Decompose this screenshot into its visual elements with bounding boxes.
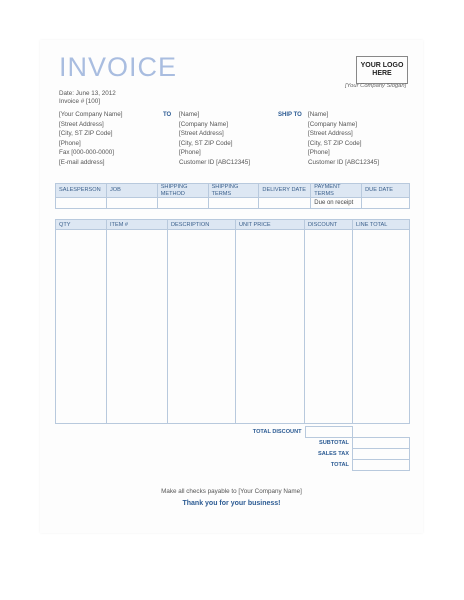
items-qty-cell[interactable] (56, 230, 107, 424)
to-customer-id: Customer ID [ABC12345] (179, 158, 251, 166)
totals-table (243, 426, 410, 471)
logo-line-2: HERE (372, 70, 392, 77)
subtotal-row (243, 438, 410, 449)
meta-value-payment-terms[interactable]: Due on receipt (311, 198, 362, 209)
items-header-row (56, 220, 410, 230)
meta-value-delivery-date[interactable] (259, 198, 311, 209)
logo-placeholder (356, 56, 408, 84)
payable-note: Make all checks payable to [Your Company Name] (161, 488, 302, 495)
invoice-date: Date: June 13, 2012 (59, 90, 116, 97)
items-header-unit-price: UNIT PRICE (236, 220, 305, 230)
meta-header-payment-terms: PAYMENT TERMS (311, 184, 362, 198)
company-street: [Street Address] (59, 120, 104, 128)
to-name: [Name] (179, 111, 200, 118)
invoice-page (40, 40, 423, 533)
meta-value-row (56, 198, 410, 209)
to-phone: [Phone] (179, 149, 201, 156)
items-item-number-cell[interactable] (107, 230, 168, 424)
company-phone: [Phone] (59, 139, 81, 147)
meta-header-salesperson: SALESPERSON (56, 184, 107, 198)
ship-to-block (308, 110, 379, 167)
invoice-number: Invoice # [100] (59, 98, 100, 105)
sales-tax-value[interactable] (352, 449, 409, 460)
sales-tax-row (243, 449, 410, 460)
to-company: [Company Name] (179, 120, 228, 128)
items-description-cell[interactable] (168, 230, 236, 424)
meta-value-shipping-method[interactable] (157, 198, 208, 209)
meta-header-due-date: DUE DATE (362, 184, 410, 198)
invoice-title: INVOICE (59, 52, 178, 82)
meta-header-job: JOB (106, 184, 157, 198)
shipto-phone: [Phone] (308, 149, 330, 156)
to-label: TO (163, 112, 172, 118)
shipto-city: [City, ST ZIP Code] (308, 139, 362, 147)
meta-value-job[interactable] (106, 198, 157, 209)
company-fax: Fax [000-000-0000] (59, 149, 114, 156)
to-street: [Street Address] (179, 130, 224, 137)
total-value[interactable] (352, 460, 409, 471)
meta-header-shipping-method: SHIPPING METHOD (157, 184, 208, 198)
shipto-customer-id: Customer ID [ABC12345] (308, 158, 380, 166)
shipto-street: [Street Address] (308, 130, 353, 137)
meta-value-due-date[interactable] (362, 198, 410, 209)
shipto-name: [Name] (308, 111, 329, 118)
company-block (59, 110, 122, 167)
company-email: [E-mail address] (59, 158, 105, 166)
meta-header-row (56, 184, 410, 198)
company-slogan: [Your Company Slogan] (345, 83, 407, 89)
ship-to-label: SHIP TO (278, 112, 302, 118)
order-meta-table (55, 183, 410, 209)
meta-header-delivery-date: DELIVERY DATE (259, 184, 311, 198)
items-header-qty: QTY (56, 220, 107, 230)
subtotal-value[interactable] (352, 438, 409, 449)
to-city: [City, ST ZIP Code] (179, 139, 233, 147)
items-header-item-number: ITEM # (107, 220, 168, 230)
items-body-row (56, 230, 410, 424)
to-block (179, 110, 250, 167)
items-header-line-total: LINE TOTAL (353, 220, 410, 230)
meta-value-shipping-terms[interactable] (208, 198, 259, 209)
meta-value-salesperson[interactable] (56, 198, 107, 209)
total-row (243, 460, 410, 471)
meta-header-shipping-terms: SHIPPING TERMS (208, 184, 259, 198)
company-city: [City, ST ZIP Code] (59, 130, 113, 137)
items-header-description: DESCRIPTION (168, 220, 236, 230)
company-name: [Your Company Name] (59, 111, 123, 118)
items-discount-cell[interactable] (305, 230, 353, 424)
items-line-total-cell[interactable] (353, 230, 410, 424)
sales-tax-label: SALES TAX (317, 451, 349, 457)
thank-you-note: Thank you for your business! (182, 500, 281, 507)
items-header-discount: DISCOUNT (305, 220, 353, 230)
subtotal-label: SUBTOTAL (319, 440, 349, 447)
items-unit-price-cell[interactable] (236, 230, 305, 424)
total-label: TOTAL (330, 462, 349, 468)
shipto-company: [Company Name] (308, 120, 357, 128)
total-discount-label: TOTAL DISCOUNT (252, 429, 302, 435)
line-items-table (55, 219, 410, 424)
logo-line-1: YOUR LOGO (360, 62, 404, 69)
total-discount-value[interactable] (305, 427, 352, 438)
total-discount-row (243, 427, 410, 438)
